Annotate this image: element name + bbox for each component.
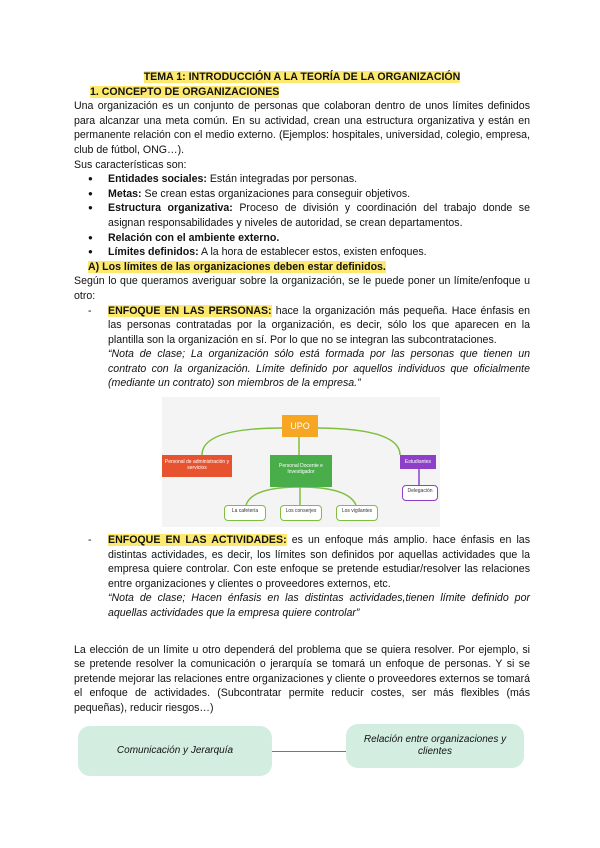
- flow-box-left: Comunicación y Jerarquía: [78, 726, 272, 776]
- approach-people: - ENFOQUE EN LAS PERSONAS: hace la organización más pequeña. Hace énfasis en las personas contratadas por la organización, es decir, sólo los que aparecen en la plantilla son la organización en sí. Por lo que no se integran las subcontrataciones. “Nota de clase; La organización sólo está formada por las personas que tienen un contrato con la organización. Límite definido por aquellos individuos que oficialmente (mediante un contrato) son miembros de la empresa.”: [88, 304, 530, 390]
- section-heading-1: 1. CONCEPTO DE ORGANIZACIONES: [90, 85, 280, 98]
- node-child-3: Los vigilantes: [336, 505, 378, 521]
- characteristics-list: [74, 172, 530, 260]
- subsection-heading-a: A) Los límites de las organizaciones deben estar definidos.: [88, 260, 386, 273]
- intro-paragraph: Una organización es un conjunto de personas que colaboran dentro de unos límites definidos para alcanzar una meta común. En su actividad, crean una estructura organizativa y están en permanente relación con el medio externo. (Ejemplos: hospitales, universidad, colegio, empresa, club de fútbol, ONG…).: [74, 100, 530, 156]
- dash-marker: -: [88, 534, 92, 547]
- class-note: “Nota de clase; Hacen énfasis en las distintas actividades,tienen límite definido por aquellas actividades que la empresa quiere controlar”: [108, 592, 530, 620]
- node-left: Personal de administración y servicios: [162, 455, 232, 477]
- list-item: ● Estructura organizativa: Proceso de división y coordinación del trabajo donde se asignan responsabilidades y niveles de autoridad, se crean departamentos.: [108, 201, 530, 230]
- org-diagram: [162, 397, 440, 527]
- node-right-child: Delegación: [402, 485, 438, 501]
- flow-diagram: [74, 724, 514, 780]
- class-note: “Nota de clase; La organización sólo está formada por las personas que tienen un contrato con la organización. Límite definido por aquellos individuos que oficialmente (mediante un contrato) son miembros de la empresa.”: [108, 348, 530, 390]
- list-item: ● Relación con el ambiente externo.: [108, 231, 530, 246]
- list-item: ● Metas: Se crean estas organizaciones para conseguir objetivos.: [108, 187, 530, 202]
- flow-box-right: Relación entre organizaciones y clientes: [346, 724, 524, 768]
- node-child-2: Los conserjes: [280, 505, 322, 521]
- node-right: Estudiantes: [400, 455, 436, 469]
- limits-intro: Según lo que queramos averiguar sobre la organización, se le puede poner un límite/enfoque u otro:: [74, 275, 530, 302]
- flow-connector: [272, 751, 346, 752]
- document-page: [74, 70, 530, 780]
- list-item: ● Límites definidos: A la hora de establecer estos, existen enfoques.: [108, 245, 530, 260]
- list-item: ● Entidades sociales: Están integradas por personas.: [108, 172, 530, 187]
- node-root: UPO: [282, 415, 318, 437]
- approach-activities: - ENFOQUE EN LAS ACTIVIDADES: es un enfoque más amplio. hace énfasis en las distintas actividades, es decir, los límites son definidos por aquellas actividades que la empresa quiere controlar. Con este enfoque se pretende estudiar/resolver las relaciones entre organizaciones y clientes o proveedores externos, etc. “Nota de clase; Hacen énfasis en las distintas actividades,tienen límite definido por aquellas actividades que la empresa quiere controlar”: [88, 534, 530, 620]
- page-title: TEMA 1: INTRODUCCIÓN A LA TEORÍA DE LA ORGANIZACIÓN: [143, 71, 461, 83]
- node-center: Personal Docente e Investigador: [270, 455, 332, 487]
- conclusion-paragraph: La elección de un límite u otro dependerá del problema que se quiera resolver. Por ejemplo, si se pretende resolver la comunicación o jerarquía se tomará un enfoque de personas. Y si se pretende mejorar las relaciones entre organizaciones y cliente o proveedores externos se tomará el enfoque de actividades. (Subcontratar permite reducir costes, ser más flexibles (más pequeñas), reducir riesgos…): [74, 643, 530, 714]
- characteristics-intro: Sus características son:: [74, 158, 187, 171]
- dash-marker: -: [88, 304, 92, 317]
- node-child-1: La cafetería: [224, 505, 266, 521]
